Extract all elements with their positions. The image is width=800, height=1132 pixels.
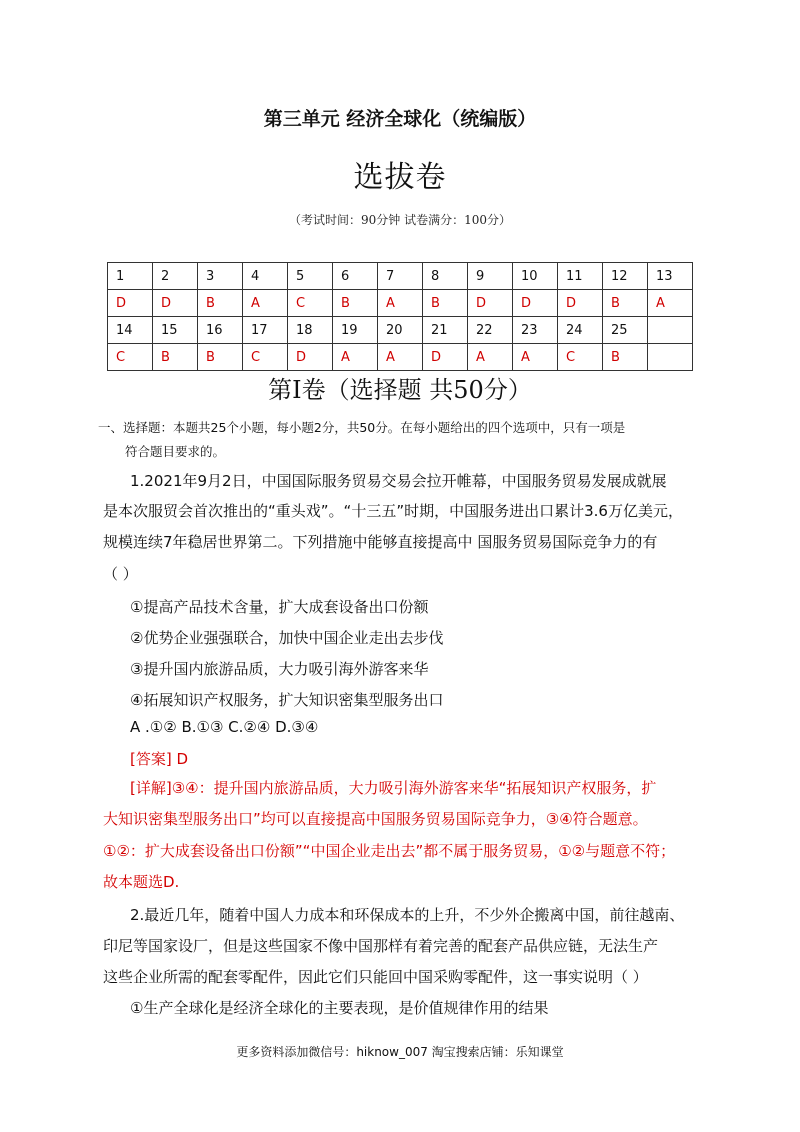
q1-answer: [答案] D: [130, 750, 189, 768]
question-number: 2: [153, 263, 198, 290]
answer-key-cell: C: [108, 344, 153, 371]
question-number: [648, 317, 693, 344]
q1-option: ④拓展知识产权服务，扩大知识密集型服务出口: [130, 691, 444, 709]
q1-choices: A .①② B.①③ C.②④ D.③④: [130, 718, 319, 736]
question-number: 4: [243, 263, 288, 290]
exam-info: （考试时间：90分钟 试卷满分：100分）: [289, 213, 511, 227]
question-number: 6: [333, 263, 378, 290]
section-instruction: [98, 416, 718, 464]
q1-explanation-line: 故本题选D.: [103, 873, 180, 891]
q2-stem-line: 2.最近几年，随着中国人力成本和环保成本的上升，不少外企搬离中国，前往越南、: [130, 906, 685, 924]
question-number: 9: [468, 263, 513, 290]
q1-explanation-line: [详解]③④：提升国内旅游品质，大力吸引海外游客来华“拓展知识产权服务，扩: [130, 779, 657, 797]
page-footer: 更多资料添加微信号：hiknow_007 淘宝搜索店铺：乐知课堂: [236, 1045, 564, 1059]
answer-table: [107, 262, 693, 371]
answer-key-cell: D: [153, 290, 198, 317]
answer-key-cell: D: [108, 290, 153, 317]
answer-key-cell: A: [378, 290, 423, 317]
q1-option: ②优势企业强强联合，加快中国企业走出去步伐: [130, 629, 444, 647]
answer-key-cell: B: [153, 344, 198, 371]
answer-key-cell: B: [198, 290, 243, 317]
answer-key-cell: D: [288, 344, 333, 371]
answer-table-number-row-2: [108, 317, 693, 344]
answer-table-answer-row-2: [108, 344, 693, 371]
answer-key-cell: A: [648, 290, 693, 317]
question-number: 16: [198, 317, 243, 344]
answer-key-cell: D: [513, 290, 558, 317]
answer-key-cell: A: [468, 344, 513, 371]
answer-table-number-row-1: [108, 263, 693, 290]
q1-option: ③提升国内旅游品质，大力吸引海外游客来华: [130, 660, 429, 678]
question-number: 23: [513, 317, 558, 344]
exam-title: 选拔卷: [353, 160, 447, 195]
answer-key-cell: A: [513, 344, 558, 371]
answer-key-cell: D: [468, 290, 513, 317]
q2-stem-line: 这些企业所需的配套零配件，因此它们只能回中国采购零配件，这一事实说明（ ）: [103, 968, 648, 986]
question-number: 24: [558, 317, 603, 344]
q1-option: ①提高产品技术含量，扩大成套设备出口份额: [130, 598, 429, 616]
question-number: 10: [513, 263, 558, 290]
question-number: 15: [153, 317, 198, 344]
question-number: 12: [603, 263, 648, 290]
answer-key-cell: A: [243, 290, 288, 317]
answer-key-cell: B: [333, 290, 378, 317]
answer-key-cell: C: [243, 344, 288, 371]
q1-explanation-line: 大知识密集型服务出口”均可以直接提高中国服务贸易国际竞争力，③④符合题意。: [103, 810, 648, 828]
question-number: 1: [108, 263, 153, 290]
question-number: 21: [423, 317, 468, 344]
unit-title: 第三单元 经济全球化（统编版）: [263, 108, 537, 130]
q2-stem-line: 印尼等国家设厂，但是这些国家不像中国那样有着完善的配套产品供应链，无法生产: [103, 937, 659, 955]
q1-answer-blank: （ ）: [103, 565, 138, 583]
answer-key-cell: B: [198, 344, 243, 371]
question-number: 7: [378, 263, 423, 290]
instruction-line: 一、选择题：本题共25个小题，每小题2分，共50分。在每小题给出的四个选项中，只有一项是: [98, 420, 626, 435]
question-number: 19: [333, 317, 378, 344]
answer-key-cell: A: [333, 344, 378, 371]
question-number: 17: [243, 317, 288, 344]
answer-key-cell: B: [423, 290, 468, 317]
question-number: 22: [468, 317, 513, 344]
answer-key-cell: D: [558, 290, 603, 317]
q1-stem-line: 1.2021年9月2日，中国国际服务贸易交易会拉开帷幕，中国服务贸易发展成就展: [130, 472, 667, 490]
q1-explanation-line: ①②：扩大成套设备出口份额”“中国企业走出去”都不属于服务贸易，①②与题意不符；: [103, 842, 676, 860]
section-title: 第I卷（选择题 共50分）: [268, 376, 532, 404]
question-number: 20: [378, 317, 423, 344]
answer-key-cell: C: [558, 344, 603, 371]
q2-option: ①生产全球化是经济全球化的主要表现，是价值规律作用的结果: [130, 999, 549, 1017]
question-number: 5: [288, 263, 333, 290]
answer-key-cell: C: [288, 290, 333, 317]
answer-key-cell: B: [603, 344, 648, 371]
q1-stem-line: 规模连续7年稳居世界第二。下列措施中能够直接提高中 国服务贸易国际竞争力的有: [103, 533, 658, 551]
answer-key-cell: [648, 344, 693, 371]
question-number: 14: [108, 317, 153, 344]
question-number: 8: [423, 263, 468, 290]
answer-key-cell: B: [603, 290, 648, 317]
answer-key-cell: A: [378, 344, 423, 371]
answer-key-cell: D: [423, 344, 468, 371]
question-number: 13: [648, 263, 693, 290]
answer-table-answer-row-1: [108, 290, 693, 317]
q1-stem-line: 是本次服贸会首次推出的“重头戏”。“十三五”时期，中国服务进出口累计3.6万亿美元，: [103, 502, 683, 520]
question-number: 18: [288, 317, 333, 344]
question-number: 11: [558, 263, 603, 290]
question-number: 3: [198, 263, 243, 290]
question-number: 25: [603, 317, 648, 344]
instruction-line: 符合题目要求的。: [125, 444, 226, 459]
